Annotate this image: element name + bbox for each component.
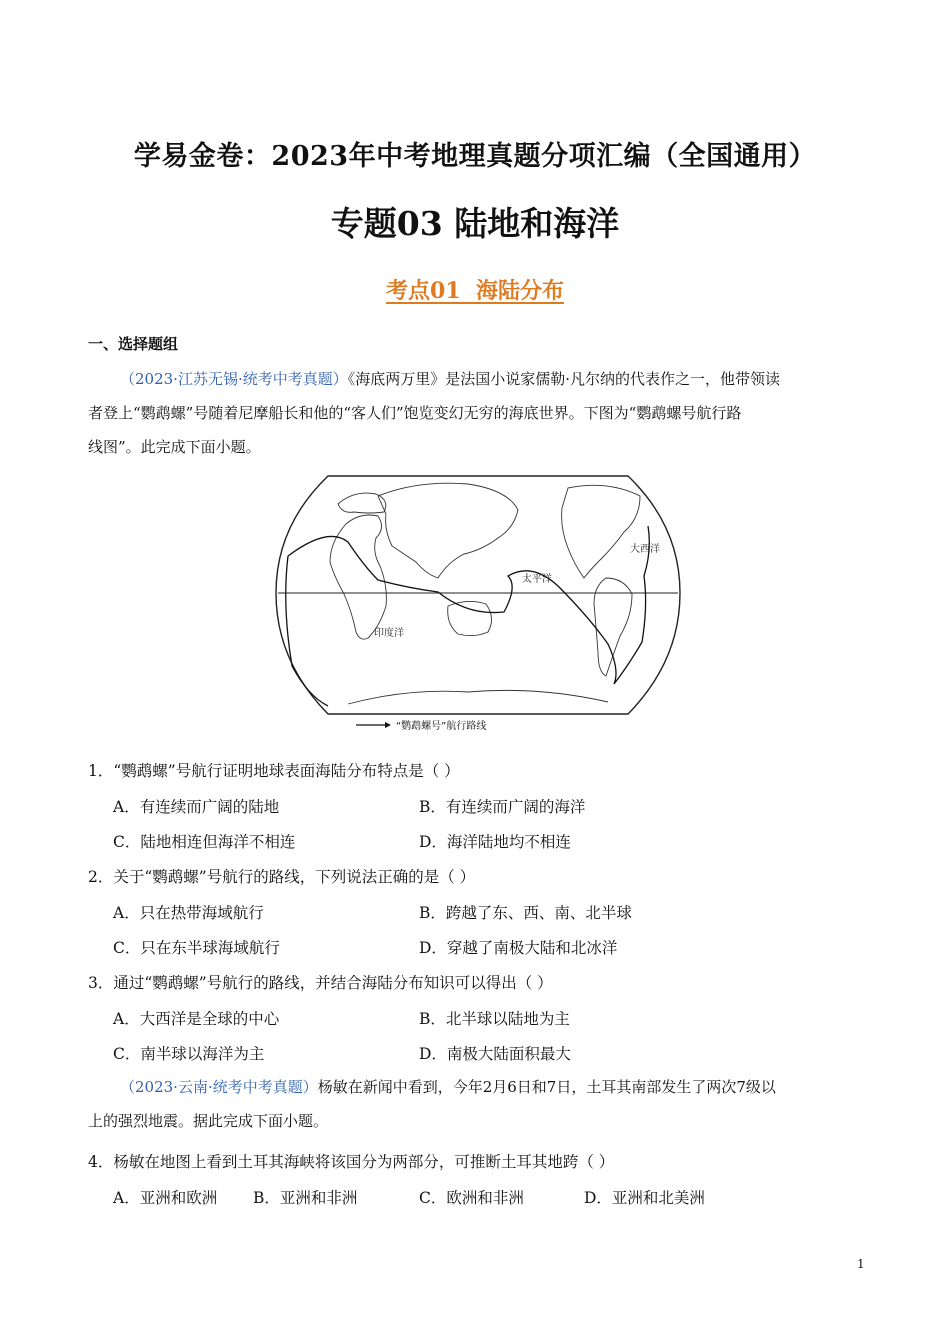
q4-option-d: D．亚洲和北美洲 <box>584 1189 705 1207</box>
label-atlantic: 大西洋 <box>630 544 660 555</box>
q3-option-d: D．南极大陆面积最大 <box>419 1045 571 1063</box>
q3-option-a: A．大西洋是全球的中心 <box>113 1010 280 1028</box>
q4-option-a: A．亚洲和欧洲 <box>113 1189 218 1207</box>
group1-line1: 《海底两万里》是法国小说家儒勒·凡尔纳的代表作之一，他带领读 <box>347 370 780 388</box>
question-4-stem: 4．杨敏在地图上看到土耳其海峡将该国分为两部分，可推断土耳其地跨（ ） <box>88 1153 615 1171</box>
section-title: 一、选择题组 <box>88 335 179 353</box>
question-2-stem: 2．关于“鹦鹉螺”号航行的路线，下列说法正确的是（ ） <box>88 868 476 886</box>
q2-option-a: A．只在热带海域航行 <box>113 904 264 922</box>
point-title-text: 考点01 海陆分布 <box>386 278 564 304</box>
group1-line3: 线图”。此完成下面小题。 <box>88 438 261 456</box>
group2-line2: 上的强烈地震。据此完成下面小题。 <box>88 1112 329 1130</box>
question-3-stem: 3．通过“鹦鹉螺”号航行的路线，并结合海陆分布知识可以得出（ ） <box>88 974 553 992</box>
legend-arrow-icon <box>356 721 392 729</box>
q2-option-b: B．跨越了东、西、南、北半球 <box>419 904 632 922</box>
q4-option-b: B．亚洲和非洲 <box>253 1189 358 1207</box>
q1-option-c: C．陆地相连但海洋不相连 <box>113 833 296 851</box>
q1-option-b: B．有连续而广阔的海洋 <box>419 798 586 816</box>
group1-line2: 者登上“鹦鹉螺”号随着尼摩船长和他的“客人们”饱览变幻无穷的海底世界。下图为“鹦鹉螺号航行路 <box>88 404 742 422</box>
q4-option-c: C．欧洲和非洲 <box>419 1189 524 1207</box>
group2-source: （2023·云南·统考中考真题） <box>120 1078 318 1096</box>
page-number: 1 <box>857 1257 865 1271</box>
group2-intro <box>88 1070 864 1138</box>
topic-title: 专题03 陆地和海洋 <box>330 204 620 243</box>
q2-option-c: C．只在东半球海域航行 <box>113 939 280 957</box>
question-1-stem: 1．“鹦鹉螺”号航行证明地球表面海陆分布特点是（ ） <box>88 762 460 780</box>
q3-option-c: C．南半球以海洋为主 <box>113 1045 265 1063</box>
voyage-route-map <box>268 466 688 736</box>
label-indian: 印度洋 <box>374 628 404 639</box>
group1-source: （2023·江苏无锡·统考中考真题） <box>120 370 348 388</box>
q1-option-d: D．海洋陆地均不相连 <box>419 833 571 851</box>
q2-option-d: D．穿越了南极大陆和北冰洋 <box>419 939 618 957</box>
label-pacific: 太平洋 <box>522 574 552 585</box>
legend-text: “鹦鹉螺号”航行路线 <box>396 721 487 732</box>
q1-option-a: A．有连续而广阔的陆地 <box>113 798 280 816</box>
point-title <box>0 274 950 305</box>
group1-intro <box>88 362 864 464</box>
map-border <box>276 476 680 714</box>
main-title: 学易金卷：2023年中考地理真题分项汇编（全国通用） <box>133 141 817 172</box>
q3-option-b: B．北半球以陆地为主 <box>419 1010 570 1028</box>
map-legend <box>356 717 486 732</box>
group2-line1: 杨敏在新闻中看到，今年2月6日和7日，土耳其南部发生了两次7级以 <box>317 1078 776 1096</box>
